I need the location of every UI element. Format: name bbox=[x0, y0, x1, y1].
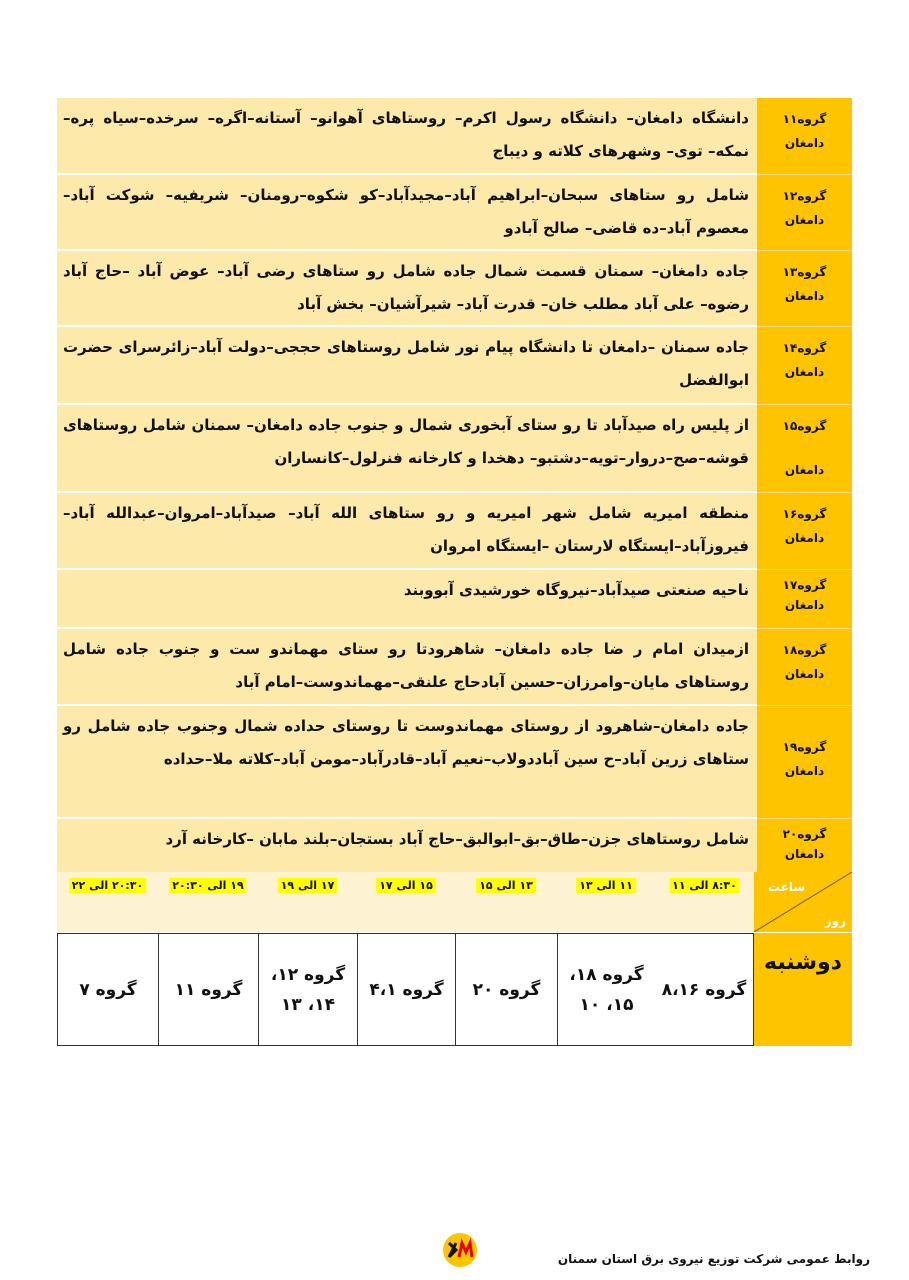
slot-groups-cell: گروه ۱۲، ۱۴، ۱۳ bbox=[258, 933, 357, 1046]
time-slot-header bbox=[654, 872, 754, 932]
group-name: گروه۱۳ bbox=[782, 264, 827, 279]
slot-groups-cell: گروه ۷ bbox=[57, 933, 158, 1046]
time-slot-label: ۱۳ الی ۱۵ bbox=[476, 878, 536, 893]
group-row bbox=[57, 628, 852, 705]
group-description: دانشگاه دامغان– دانشگاه رسول اکرم– روستاهای آهوانو– آستانه–اگره– سرخده–سیاه پره–نمکه– توی– وشهرهای کلاته و دیباج bbox=[57, 98, 757, 174]
group-city: دامغان bbox=[784, 846, 825, 861]
group-city: دامغان bbox=[784, 212, 825, 227]
group-label-cell bbox=[757, 628, 852, 705]
group-row bbox=[57, 404, 852, 492]
group-row bbox=[57, 569, 852, 628]
slot-groups-cell: گروه ۲۰ bbox=[455, 933, 557, 1046]
group-label-cell bbox=[757, 326, 852, 404]
schedule-time-header bbox=[57, 872, 852, 932]
group-row bbox=[57, 98, 852, 174]
group-label-cell bbox=[757, 492, 852, 569]
group-description: شامل روستاهای جزن–طاق–بق–ابوالبق–حاج آباد بستجان–بلند مابان –کارخانه آرد bbox=[57, 818, 757, 879]
group-row bbox=[57, 705, 852, 818]
time-slot-label: ۱۹ الی ۲۰:۳۰ bbox=[169, 878, 246, 893]
group-label-cell bbox=[757, 174, 852, 250]
group-description: جاده دامغان–شاهرود از روستای مهماندوست تا روستای حداده شمال وجنوب جاده شامل رو ستاهای زرین آباد–ح سین آباددولاب–نعیم آباد–قادرآباد–مومن آباد–کلاته ملا–حداده bbox=[57, 705, 757, 818]
group-row bbox=[57, 250, 852, 326]
time-slot-header bbox=[556, 872, 655, 932]
group-row bbox=[57, 174, 852, 250]
footer-text: روابط عمومی شرکت توزیع نیروی برق استان سمنان bbox=[557, 1252, 870, 1266]
group-description: شامل رو ستاهای سبحان–ابراهیم آباد–مجیدآباد–کو شکوه–رومنان– شریفیه– شوکت آباد–معصوم آباد–ده قاضی– صالح آبادو bbox=[57, 174, 757, 250]
time-slot-header bbox=[356, 872, 455, 932]
group-name: گروه۲۰ bbox=[782, 826, 827, 841]
slot-groups-cell: گروه ۱۸، ۱۵، ۱۰ bbox=[557, 933, 655, 1046]
day-label: روز bbox=[824, 914, 846, 928]
group-row bbox=[57, 818, 852, 879]
time-slot-label: ۸:۳۰ الی ۱۱ bbox=[669, 878, 740, 893]
group-city: دامغان bbox=[784, 530, 825, 545]
group-city: دامغان bbox=[784, 462, 825, 477]
group-row bbox=[57, 326, 852, 404]
group-label-cell bbox=[757, 818, 852, 879]
group-name: گروه۱۸ bbox=[782, 642, 827, 657]
group-name: گروه۱۶ bbox=[782, 506, 827, 521]
electricity-company-logo-icon bbox=[440, 1230, 480, 1274]
group-name: گروه۱۵ bbox=[782, 418, 827, 433]
day-name: دوشنبه bbox=[754, 933, 852, 1046]
slot-groups-cell: گروه ۸،۱۶ bbox=[654, 933, 754, 1046]
group-city: دامغان bbox=[784, 136, 825, 150]
group-description: ناحیه صنعتی صیدآباد–نیروگاه خورشیدی آبووبند bbox=[57, 569, 757, 628]
time-slot-label: ۲۰:۳۰ الی ۲۲ bbox=[69, 878, 146, 893]
group-description: منطقه امیریه شامل شهر امیریه و رو ستاهای الله آباد– صیدآباد–امروان–عبدالله آباد–فیروزآباد–ایستگاه لارستان –ایستگاه امروان bbox=[57, 492, 757, 569]
group-description: جاده دامغان– سمنان قسمت شمال جاده شامل رو ستاهای رضی آباد– عوض آباد –حاج آباد رضوه– علی آباد مطلب خان– قدرت آباد– شیرآشیان– بخش آباد bbox=[57, 250, 757, 326]
group-label-cell bbox=[757, 98, 852, 174]
group-description: ازمیدان امام ر ضا جاده دامغان– شاهرودتا رو ستای مهماندو ست و جنوب جاده شامل روستاهای مایان–وامرزان–حسین آبادحاج علنقی–مهماندوست–امام آباد bbox=[57, 628, 757, 705]
schedule-day-row bbox=[57, 933, 852, 1046]
group-row bbox=[57, 492, 852, 569]
group-city: دامغان bbox=[784, 288, 825, 303]
footer bbox=[430, 1230, 870, 1270]
hour-label: ساعت bbox=[768, 880, 806, 894]
hour-day-corner-cell bbox=[754, 872, 852, 932]
slot-groups-cell: گروه ۴،۱ bbox=[357, 933, 455, 1046]
group-name: گروه۱۱ bbox=[782, 112, 827, 126]
group-city: دامغان bbox=[784, 597, 825, 612]
groups-table bbox=[57, 98, 852, 880]
time-slot-label: ۱۵ الی ۱۷ bbox=[376, 878, 436, 893]
group-city: دامغان bbox=[784, 763, 825, 778]
group-name: گروه۱۴ bbox=[782, 340, 827, 355]
group-label-cell bbox=[757, 705, 852, 818]
group-label-cell bbox=[757, 569, 852, 628]
group-name: گروه۱۹ bbox=[782, 739, 827, 754]
time-slot-header bbox=[56, 872, 158, 932]
group-city: دامغان bbox=[784, 666, 825, 681]
slot-groups-cell: گروه ۱۱ bbox=[158, 933, 258, 1046]
group-name: گروه۱۲ bbox=[782, 188, 827, 203]
time-slot-label: ۱۱ الی ۱۳ bbox=[576, 878, 636, 893]
group-label-cell bbox=[757, 250, 852, 326]
group-name: گروه۱۷ bbox=[782, 577, 827, 592]
group-label-cell bbox=[757, 404, 852, 492]
group-description: جاده سمنان –دامغان تا دانشگاه پیام نور شامل روستاهای حججی–دولت آباد–زائرسرای حضرت ابوالفضل bbox=[57, 326, 757, 404]
time-slot-header bbox=[257, 872, 357, 932]
time-slot-header bbox=[454, 872, 557, 932]
group-city: دامغان bbox=[784, 364, 825, 379]
time-slot-header bbox=[157, 872, 258, 932]
group-description: از پلیس راه صیدآباد تا رو ستای آبخوری شمال و جنوب جاده دامغان– سمنان شامل روستاهای قوشه–صح–دروار–تویه–دشتبو– دهخدا و کارخانه فنرلول–کانساران bbox=[57, 404, 757, 492]
time-slot-label: ۱۷ الی ۱۹ bbox=[278, 878, 338, 893]
